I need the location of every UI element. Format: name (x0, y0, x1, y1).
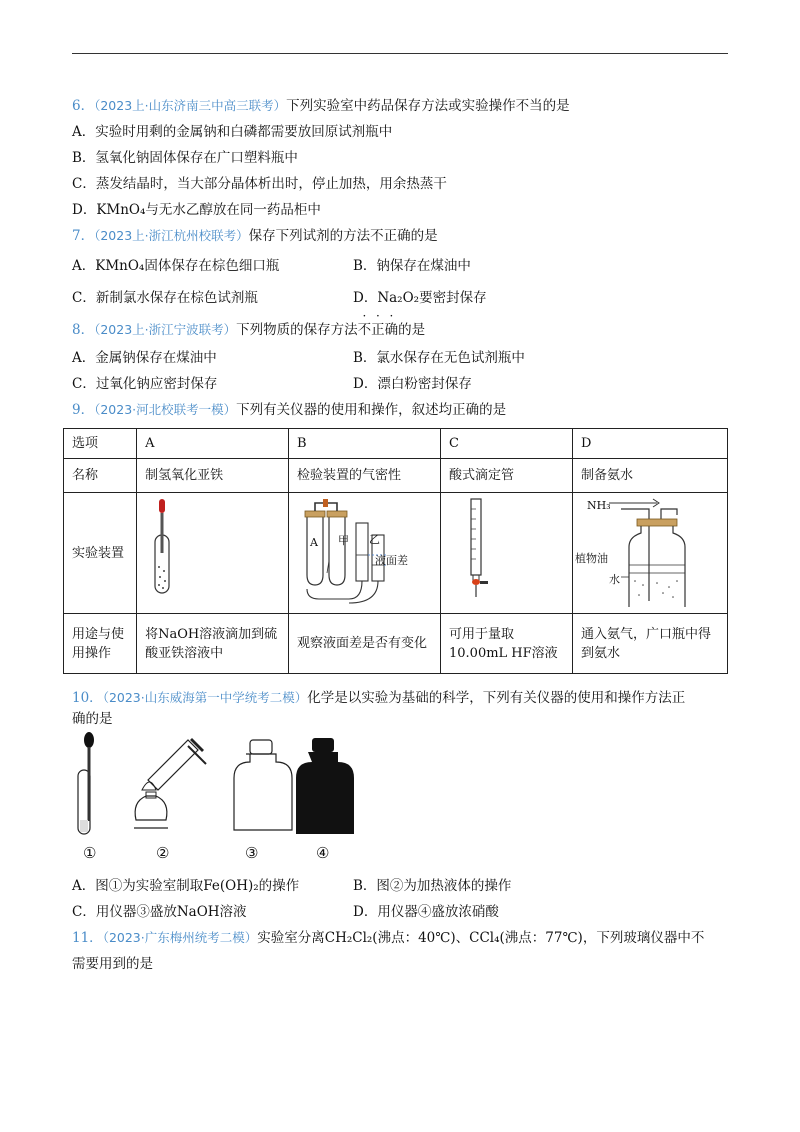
figure-2-heating-tube (134, 738, 206, 828)
table-cell: 制氢氧化亚铁 (137, 459, 289, 493)
q10-stem-line (72, 689, 685, 707)
q9-table (63, 428, 728, 674)
table-cell: 选项 (64, 429, 137, 459)
q6-number: 6． (72, 98, 95, 114)
q8-option-c: C．过氧化钠应密封保存 (72, 376, 218, 392)
q10-figures (70, 730, 360, 842)
table-cell: 将NaOH溶液滴加到硫酸亚铁溶液中 (137, 614, 289, 674)
table-cell: 观察液面差是否有变化 (289, 614, 441, 674)
q8-emph-char: · 确 (384, 309, 399, 338)
q7-option-b: B．钠保存在煤油中 (353, 258, 471, 274)
q8-number: 8． (72, 322, 95, 338)
q7-source: （2023上·浙江杭州校联考） (94, 228, 249, 243)
table-cell (137, 493, 289, 614)
header-rule (72, 53, 728, 54)
q11-stem-2: 需要用到的是 (72, 956, 153, 972)
table-cell: 通入氨气，广口瓶中得到氨水 (572, 614, 727, 674)
q8-option-d: D．漂白粉密封保存 (353, 376, 472, 392)
q9-stem-line (72, 401, 506, 419)
q7-option-a: A．KMnO₄固体保存在棕色细口瓶 (72, 258, 280, 274)
table-cell: 实验装置 (64, 493, 137, 614)
q6-option-a: A．实验时用剩的金属钠和白磷都需要放回原试剂瓶中 (72, 124, 393, 140)
q6-stem-line (72, 97, 570, 115)
caption-3: ③ (245, 844, 259, 862)
q10-option-a: A．图①为实验室制取Fe(OH)₂的操作 (72, 878, 300, 894)
q6-option-b: B．氢氧化钠固体保存在广口塑料瓶中 (72, 150, 298, 166)
label-level-diff: 液面差 (375, 554, 409, 567)
q10-option-d: D．用仪器④盛放浓硝酸 (353, 904, 499, 920)
label-vegetable-oil: 植物油 (574, 552, 608, 565)
table-cell: 名称 (64, 459, 137, 493)
label-water: 水 (608, 573, 620, 586)
table-cell: 酸式滴定管 (441, 459, 573, 493)
q10-stem-1: 化学是以实验为基础的科学，下列有关仪器的使用和操作方法正 (307, 690, 686, 706)
table-cell: B (289, 429, 441, 459)
caption-4: ④ (316, 844, 330, 862)
table-cell (572, 493, 727, 614)
dropper-in-tube-figure (137, 493, 287, 607)
table-cell: 检验装置的气密性 (289, 459, 441, 493)
q6-option-c: C．蒸发结晶时，当大部分晶体析出时，停止加热，用余热蒸干 (72, 176, 447, 192)
q11-stem-1: 实验室分离CH₂Cl₂(沸点：40℃)、CCl₄(沸点：77℃)，下列玻璃仪器中不 (257, 930, 705, 946)
q10-option-b: B．图②为加热液体的操作 (353, 878, 512, 894)
q8-emph-char: · 不 (357, 309, 372, 338)
q6-stem: 下列实验室中药品保存方法或实验操作不当的是 (286, 98, 570, 114)
label-a: A (310, 536, 318, 549)
q9-stem: 下列有关仪器的使用和操作，叙述均正确的是 (236, 402, 507, 418)
acid-burette-figure (441, 493, 571, 607)
table-cell: 可用于量取10.00mL HF溶液 (441, 614, 573, 674)
figure-3-clear-bottle (234, 740, 292, 830)
q8-option-b: B．氯水保存在无色试剂瓶中 (353, 350, 525, 366)
q6-option-d: D．KMnO₄与无水乙醇放在同一药品柜中 (72, 202, 321, 218)
q8-option-a: A．金属钠保存在煤油中 (72, 350, 217, 366)
q11-stem-line (72, 929, 704, 947)
table-cell: D (572, 429, 727, 459)
q8-stem-line (72, 309, 426, 339)
table-cell: A (137, 429, 289, 459)
table-cell: C (441, 429, 573, 459)
q6-source: （2023上·山东济南三中高三联考） (94, 98, 287, 113)
table-cell: 制备氨水 (572, 459, 727, 493)
label-yi: 乙 (369, 533, 381, 546)
q10-number: 10． (72, 690, 103, 706)
table-cell (441, 493, 573, 614)
q8-emph-char: · 正 (371, 309, 385, 338)
q9-number: 9． (72, 402, 95, 418)
label-nh3: NH₃ (586, 499, 611, 512)
q7-stem-line (72, 227, 438, 245)
table-row (64, 614, 728, 674)
table-cell (289, 493, 441, 614)
q10-stem-2: 确的是 (72, 711, 113, 727)
table-row (64, 429, 728, 459)
q8-source: （2023上·浙江宁波联考） (94, 322, 237, 337)
q7-option-d: D．Na₂O₂要密封保存 (353, 290, 487, 306)
caption-2: ② (156, 844, 170, 862)
q8-stem-post: 的是 (398, 322, 426, 338)
caption-1: ① (83, 844, 97, 862)
figure-4-dark-bottle (296, 738, 354, 834)
figure-1-dropper-tube (78, 732, 94, 834)
table-cell: 用途与使用操作 (64, 614, 137, 674)
q8-stem-pre: 下列物质的保存方法 (236, 322, 358, 338)
q7-number: 7． (72, 228, 95, 244)
q7-option-c: C．新制氯水保存在棕色试剂瓶 (72, 290, 258, 306)
q9-source: （2023·河北校联考一模） (94, 402, 237, 417)
table-row (64, 459, 728, 493)
table-row (64, 493, 728, 614)
q10-source: （2023·山东威海第一中学统考二模） (102, 690, 308, 705)
q11-source: （2023·广东梅州统考二模） (102, 930, 258, 945)
q10-option-c: C．用仪器③盛放NaOH溶液 (72, 904, 247, 920)
label-jia: 甲 (338, 534, 350, 547)
q11-number: 11． (72, 930, 103, 946)
q7-stem: 保存下列试剂的方法不正确的是 (248, 228, 438, 244)
